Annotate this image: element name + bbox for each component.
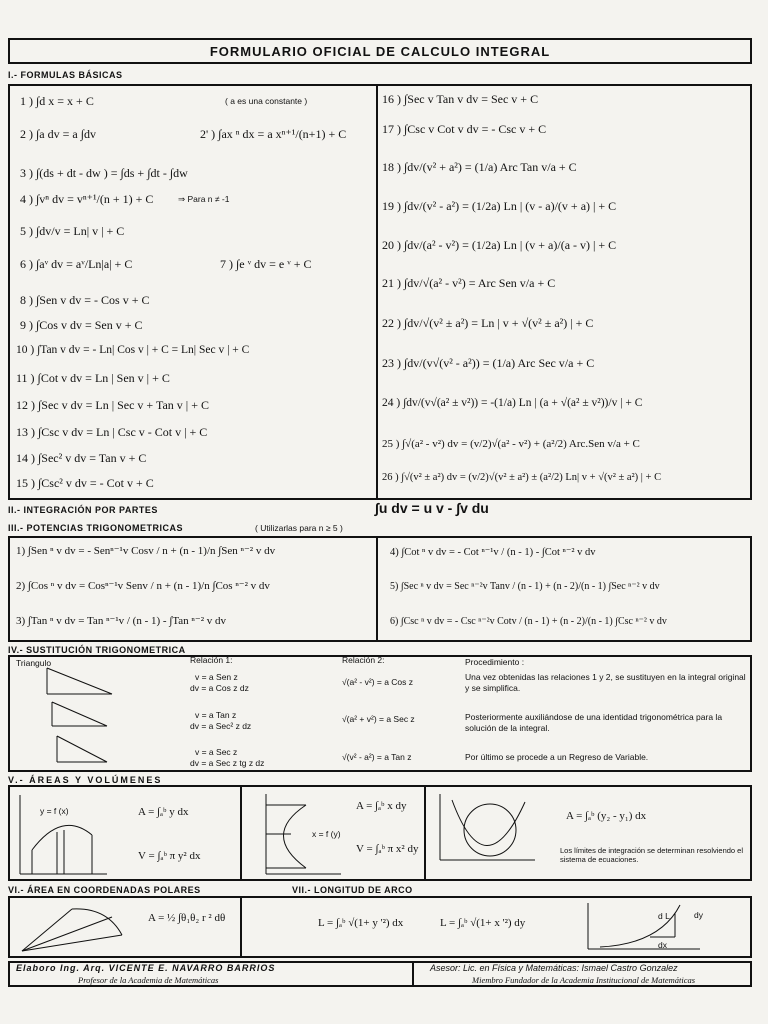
subst-header-proc: Procedimiento : xyxy=(465,657,525,667)
rel1-sec-a: v = a Sec z xyxy=(195,747,238,757)
footer-divider xyxy=(412,961,414,987)
triangles-figure xyxy=(12,664,122,770)
proc-step-2: Posteriormente auxiliándose de una identidad trigonométrica para la solución de la integral. xyxy=(465,712,723,733)
arc-length-figure xyxy=(580,899,730,955)
parts-formula: ∫u dv = u v - ∫v du xyxy=(375,500,489,516)
footer-author-role: Profesor de la Academia de Matemáticas xyxy=(78,975,219,985)
formula-5: 5 ) ∫dv/v = Ln| v | + C xyxy=(20,224,125,238)
subst-header-rel1: Relación 1: xyxy=(190,655,233,665)
page-title: FORMULARIO OFICIAL DE CALCULO INTEGRAL xyxy=(8,38,752,64)
triangle-sec xyxy=(57,736,107,762)
area-x-formula: A = ∫ₐᵇ y dx xyxy=(138,806,189,818)
subst-header-triangle: Triangulo xyxy=(16,658,52,668)
footer-advisor-role: Miembro Fundador de la Academia Institucional de Matemáticas xyxy=(472,975,696,985)
area-between-note: Los límites de integración se determinan resolviendo el sistema de ecuaciones. xyxy=(560,846,744,864)
formula-21: 21 ) ∫dv/√(a² - v²) = Arc Sen v/a + C xyxy=(382,276,556,290)
areas-divider-2 xyxy=(424,785,426,881)
area-x-figure xyxy=(12,790,112,878)
note-constant: ( a es una constante ) xyxy=(225,96,308,106)
formula-19: 19 ) ∫dv/(v² - a²) = (1/2a) Ln | (v - a)/(v + a) | + C xyxy=(382,199,617,213)
proc-step-3: Por último se procede a un Regreso de Variable. xyxy=(465,752,649,762)
rel1-sec-b: dv = a Sec z tg z dz xyxy=(190,758,265,768)
trig-divider xyxy=(376,536,378,642)
trig-formula-2: 2) ∫Cos ⁿ v dv = Cosⁿ⁻¹v Senv / n + (n - 1)/n ∫Cos ⁿ⁻² v dv xyxy=(16,580,270,592)
polar-figure xyxy=(12,899,142,955)
arc-dx-label: dx xyxy=(658,940,667,950)
arc-dl-label: d L xyxy=(658,911,670,921)
rel1-sin-b: dv = a Cos z dz xyxy=(190,683,249,693)
formula-8: 8 ) ∫Sen v dv = - Cos v + C xyxy=(20,293,150,307)
formula-16: 16 ) ∫Sec v Tan v dv = Sec v + C xyxy=(382,92,539,106)
formula-14: 14 ) ∫Sec² v dv = Tan v + C xyxy=(16,451,147,465)
area-between-figure xyxy=(430,790,540,878)
formula-3: 3 ) ∫(ds + dt - dw ) = ∫ds + ∫dt - ∫dw xyxy=(20,166,188,180)
rel2-tan: √(a² + v²) = a Sec z xyxy=(342,714,415,724)
arc-length-y-formula: L = ∫ₐᵇ √(1+ x '²) dy xyxy=(440,917,526,929)
formula-23: 23 ) ∫dv/(v√(v² - a²)) = (1/a) Arc Sec v/a + C xyxy=(382,356,595,370)
footer-advisor: Asesor: Lic. en Física y Matemáticas: Ismael Castro Gonzalez xyxy=(430,963,678,973)
formula-2: 2 ) ∫a dv = a ∫dv xyxy=(20,127,96,141)
section-basic-heading: I.- FORMULAS BÁSICAS xyxy=(8,70,123,80)
formula-20: 20 ) ∫dv/(a² - v²) = (1/2a) Ln | (v + a)/(a - v) | + C xyxy=(382,238,617,252)
formula-4: 4 ) ∫vⁿ dv = vⁿ⁺¹/(n + 1) + C xyxy=(20,192,154,206)
formula-17: 17 ) ∫Csc v Cot v dv = - Csc v + C xyxy=(382,122,547,136)
rel2-sin: √(a² - v²) = a Cos z xyxy=(342,677,414,687)
formula-2b: 2' ) ∫ax ⁿ dx = a xⁿ⁺¹/(n+1) + C xyxy=(200,127,347,141)
area-y-formula: A = ∫ₐᵇ x dy xyxy=(356,800,407,812)
formula-26: 26 ) ∫√(v² ± a²) dv = (v/2)√(v² ± a²) ± (a²/2) Ln| v + √(v² ± a²) | + C xyxy=(382,472,662,483)
area-x-curve-label: y = f (x) xyxy=(40,806,69,816)
areas-divider-1 xyxy=(240,785,242,881)
trig-formula-6: 6) ∫Csc ⁿ v dv = - Csc ⁿ⁻²v Cotv / (n - 1) + (n - 2)/(n - 1) ∫Csc ⁿ⁻² v dv xyxy=(390,616,667,627)
section-subst-heading: IV.- SUSTITUCIÓN TRIGONOMETRICA xyxy=(8,645,186,655)
subst-header-rel2: Relación 2: xyxy=(342,655,385,665)
arc-length-x-formula: L = ∫ₐᵇ √(1+ y '²) dx xyxy=(318,917,404,929)
footer-author: Elaboro Ing. Arq. VICENTE E. NAVARRO BARRIOS xyxy=(16,963,276,973)
formula-10: 10 ) ∫Tan v dv = - Ln| Cos v | + C = Ln| Sec v | + C xyxy=(16,344,250,356)
polar-arc-divider xyxy=(240,896,242,958)
note-n: ⇒ Para n ≠ -1 xyxy=(178,194,230,204)
area-between-formula: A = ∫ₐᵇ (y₂ - y₁) dx xyxy=(566,810,647,822)
formula-15: 15 ) ∫Csc² v dv = - Cot v + C xyxy=(16,476,154,490)
rel1-tan-a: v = a Tan z xyxy=(195,710,237,720)
trig-formula-1: 1) ∫Sen ⁿ v dv = - Senⁿ⁻¹v Cosv / n + (n - 1)/n ∫Sen ⁿ⁻² v dv xyxy=(16,545,276,557)
formula-7: 7 ) ∫e ᵛ dv = e ᵛ + C xyxy=(220,257,312,271)
proc-step-1: Una vez obtenidas las relaciones 1 y 2, se sustituyen en la integral original y se simplifica. xyxy=(465,672,746,693)
area-y-curve-label: x = f (y) xyxy=(312,829,341,839)
section-polar-heading: VI.- ÁREA EN COORDENADAS POLARES xyxy=(8,885,201,895)
trig-note: ( Utilizarlas para n ≥ 5 ) xyxy=(255,523,343,533)
rel1-sin-a: v = a Sen z xyxy=(195,672,238,682)
triangle-sin xyxy=(47,668,112,694)
formula-25: 25 ) ∫√(a² - v²) dv = (v/2)√(a² - v²) + (a²/2) Arc.Sen v/a + C xyxy=(382,438,640,450)
polar-formula: A = ½ ∫θ₁θ₂ r ² dθ xyxy=(148,912,226,924)
section-parts-heading: II.- INTEGRACIÓN POR PARTES xyxy=(8,505,158,515)
basic-divider xyxy=(376,84,378,500)
formula-11: 11 ) ∫Cot v dv = Ln | Sen v | + C xyxy=(16,371,170,385)
section-arc-heading: VII.- LONGITUD DE ARCO xyxy=(292,885,413,895)
rel2-sec: √(v² - a²) = a Tan z xyxy=(342,752,412,762)
rel1-tan-b: dv = a Sec² z dz xyxy=(190,721,252,731)
formula-6: 6 ) ∫aᵛ dv = aᵛ/Ln|a| + C xyxy=(20,257,133,271)
triangle-tan xyxy=(52,702,107,726)
volume-x-formula: V = ∫ₐᵇ π y² dx xyxy=(138,850,201,862)
section-trig-heading: III.- POTENCIAS TRIGONOMETRICAS xyxy=(8,523,184,533)
formula-1: 1 ) ∫d x = x + C xyxy=(20,94,94,108)
formula-13: 13 ) ∫Csc v dv = Ln | Csc v - Cot v | + C xyxy=(16,425,208,439)
formula-12: 12 ) ∫Sec v dv = Ln | Sec v + Tan v | + C xyxy=(16,398,209,412)
trig-formula-5: 5) ∫Sec ⁿ v dv = Sec ⁿ⁻²v Tanv / (n - 1) + (n - 2)/(n - 1) ∫Sec ⁿ⁻² v dv xyxy=(390,581,660,592)
trig-formula-4: 4) ∫Cot ⁿ v dv = - Cot ⁿ⁻¹v / (n - 1) - ∫Cot ⁿ⁻² v dv xyxy=(390,547,596,558)
trig-formula-3: 3) ∫Tan ⁿ v dv = Tan ⁿ⁻¹v / (n - 1) - ∫Tan ⁿ⁻² v dv xyxy=(16,615,227,627)
arc-dy-label: dy xyxy=(694,910,703,920)
section-areas-heading: V.- ÁREAS Y VOLÚMENES xyxy=(8,775,163,785)
formula-18: 18 ) ∫dv/(v² + a²) = (1/a) Arc Tan v/a + C xyxy=(382,160,577,174)
formula-22: 22 ) ∫dv/√(v² ± a²) = Ln | v + √(v² ± a²) | + C xyxy=(382,316,594,330)
formula-24: 24 ) ∫dv/(v√(a² ± v²)) = -(1/a) Ln | (a + √(a² ± v²))/v | + C xyxy=(382,397,643,409)
formula-9: 9 ) ∫Cos v dv = Sen v + C xyxy=(20,318,143,332)
volume-y-formula: V = ∫ₐᵇ π x² dy xyxy=(356,843,419,855)
